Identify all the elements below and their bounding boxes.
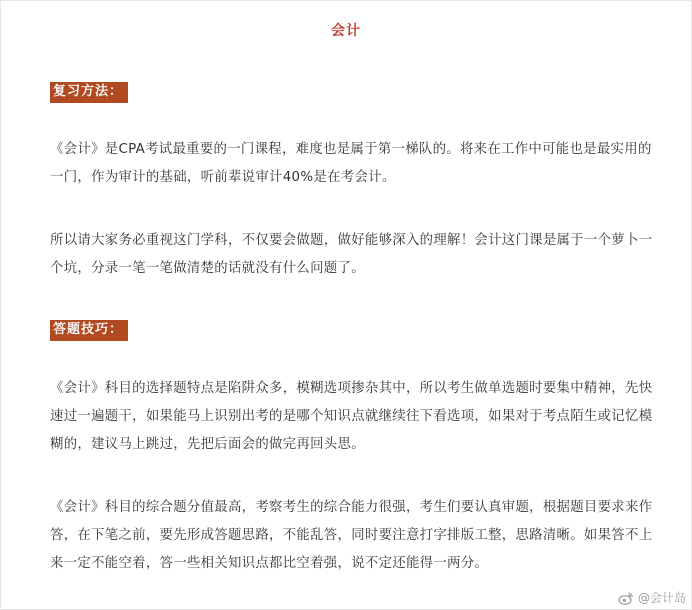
article-title: 会计 [331, 23, 361, 39]
section-label-review-method: 复习方法： [50, 82, 128, 103]
weibo-icon [618, 590, 634, 606]
paragraph-tips-2: 《会计》科目的综合题分值最高，考察考生的综合能力很强，考生们要认真审题，根据题目要求来作答，在下笔之前，要先形成答题思路，不能乱答，同时要注意打字排版工整，思路清晰。如果答不上来一定不能空着，答一些相关知识点都比空着强，说不定还能得一两分。 [50, 500, 653, 571]
paragraph-tips-1: 《会计》科目的选择题特点是陷阱众多，模糊选项掺杂其中，所以考生做单选题时要集中精神，先快速过一遍题干，如果能马上识别出考的是哪个知识点就继续往下看选项，如果对于考点陌生或记忆模糊的，建议马上跳过，先把后面会的做完再回头思。 [50, 381, 653, 452]
section-label-answer-tips: 答题技巧： [50, 320, 128, 341]
weibo-watermark [618, 589, 686, 606]
paragraph-review-1: 《会计》是CPA考试最重要的一门课程，难度也是属于第一梯队的。将来在工作中可能也是最实用的一门，作为审计的基础，听前辈说审计40%是在考会计。 [50, 142, 652, 185]
watermark-text: @会计岛 [637, 591, 686, 605]
paragraph-review-2: 所以请大家务必重视这门学科，不仅要会做题，做好能够深入的理解！会计这门课是属于一个萝卜一个坑，分录一笔一笔做清楚的话就没有什么问题了。 [50, 233, 653, 276]
